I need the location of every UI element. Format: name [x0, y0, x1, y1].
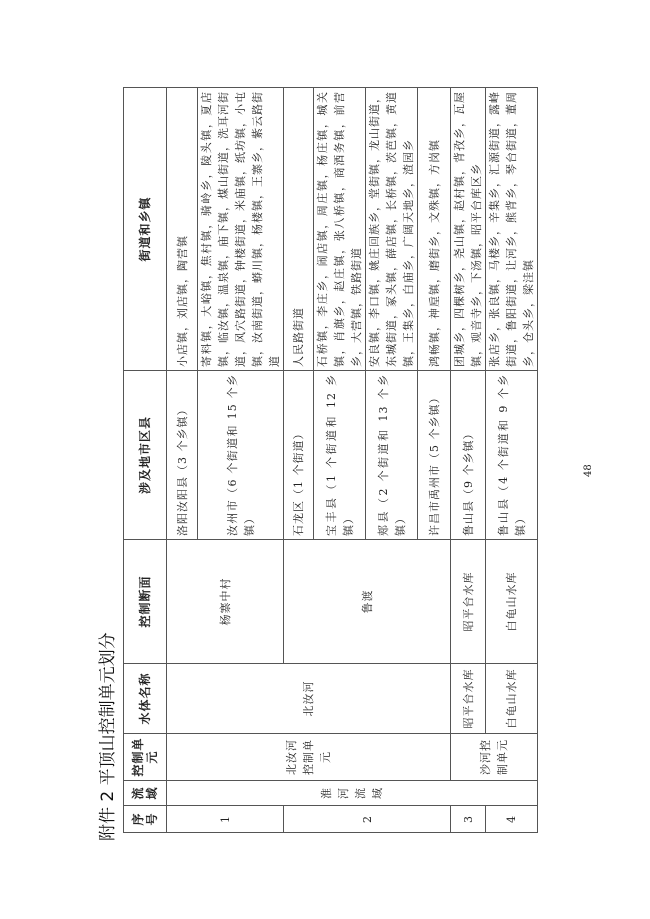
header-row: [124, 88, 167, 833]
page-number: 48: [583, 464, 594, 477]
table-row: [451, 88, 486, 833]
seq-cell: 4: [486, 806, 538, 833]
section-cell: 杨寨中村: [167, 540, 284, 664]
document-title: 附件 2 平顶山控制单元划分: [98, 632, 118, 841]
unit-cell: 北汝河控制单元: [167, 734, 451, 781]
towns-cell: 小店镇，刘店镇，陶营镇: [167, 88, 198, 371]
towns-cell: 寄料镇，大峪镇，焦村镇，骑岭乡，陵头镇，夏店镇，临汝镇，温泉镇，庙下镇，煤山街道，洗耳河街道，风穴路街道，钟楼街道，米庙镇，纸坊镇，小屯镇，汝南街道，蟒川镇，杨楼镇，王寨乡，紫云路街道: [198, 88, 284, 371]
header-unit: 控制单元: [124, 734, 167, 781]
county-cell: 石龙区（1 个街道）: [284, 371, 314, 540]
section-cell: 白龟山水库: [486, 540, 538, 664]
towns-cell: 张店乡，张良镇，马楼乡，辛集乡，汇源街道，露峰街道，鲁阳街道，让河乡，熊背乡，琴台街道，董周乡，仓头乡，梁洼镇: [486, 88, 538, 371]
county-cell: 许昌市禹州市（5 个乡镇）: [418, 371, 451, 540]
seq-cell: 3: [451, 806, 486, 833]
rotated-page: [98, 88, 594, 841]
table-row: [486, 88, 538, 833]
county-cell: 郏县（2 个街道和 13 个乡镇）: [366, 371, 418, 540]
control-unit-table: [123, 87, 538, 833]
header-basin: 流域: [124, 781, 167, 806]
towns-cell: 鸿畅镇，神垕镇，磨街乡，文殊镇，方岗镇: [418, 88, 451, 371]
seq-cell: 1: [167, 806, 284, 833]
seq-cell: 2: [284, 806, 451, 833]
county-cell: 鲁山县（9 个乡镇）: [451, 371, 486, 540]
header-towns: 街道和乡镇: [124, 88, 167, 371]
header-county: 涉及地市区县: [124, 371, 167, 540]
header-seq: 序号: [124, 806, 167, 833]
section-cell: 昭平台水库: [451, 540, 486, 664]
towns-cell: 石桥镇，李庄乡，闹店镇，周庄镇，杨庄镇，城关镇，肖旗乡，赵庄镇，张八桥镇，商酒务镇，前营乡，大营镇，铁路街道: [314, 88, 366, 371]
unit-cell: 沙河控制单元: [451, 734, 538, 781]
header-section: 控制断面: [124, 540, 167, 664]
section-cell: 鲁渡: [284, 540, 451, 664]
towns-cell: 人民路街道: [284, 88, 314, 371]
header-water: 水体名称: [124, 664, 167, 734]
water-cell: 白龟山水库: [486, 664, 538, 734]
county-cell: 洛阳汝阳县（3 个乡镇）: [167, 371, 198, 540]
county-cell: 汝州市（6 个街道和 15 个乡镇）: [198, 371, 284, 540]
table-row: [167, 88, 198, 833]
county-cell: 宝丰县（1 个街道和 12 乡镇）: [314, 371, 366, 540]
basin-cell: 淮河流域: [167, 781, 538, 806]
water-cell: 北汝河: [167, 664, 451, 734]
towns-cell: 安良镇，李口镇，姚庄回族乡，堂街镇，龙山街道，东城街道，冢头镇，薛店镇，长桥镇，茨芭镇，黄道镇，王集乡，白庙乡，广阔天地乡，渣园乡: [366, 88, 418, 371]
towns-cell: 团城乡，四棵树乡，尧山镇，赵村镇，背孜乡，瓦屋镇，观音寺乡，下汤镇，昭平台库区乡: [451, 88, 486, 371]
water-cell: 昭平台水库: [451, 664, 486, 734]
county-cell: 鲁山县（4 个街道和 9 个乡镇）: [486, 371, 538, 540]
